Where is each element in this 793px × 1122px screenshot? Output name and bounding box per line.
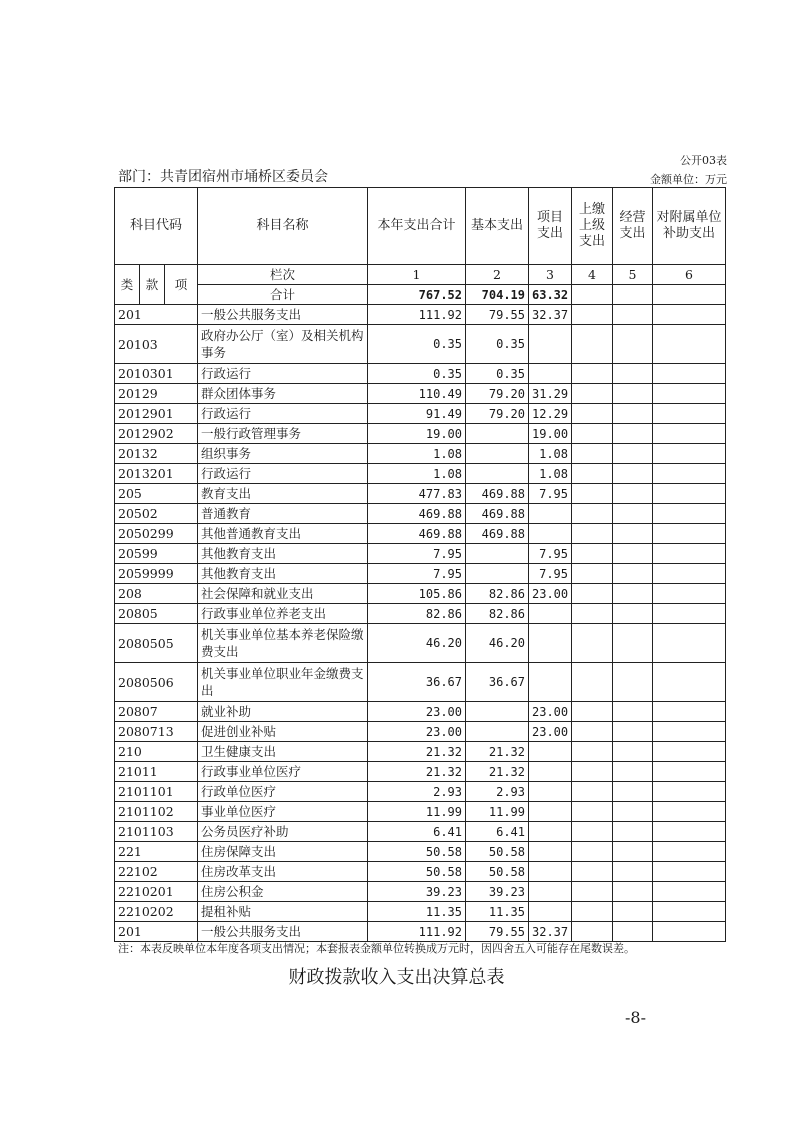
row-total: 111.92: [368, 922, 466, 942]
row-business: [613, 822, 653, 842]
table-row: [115, 922, 726, 942]
row-upper: [572, 424, 613, 444]
row-upper: [572, 524, 613, 544]
row-total: 21.32: [368, 762, 466, 782]
row-subsidy: [653, 544, 726, 564]
row-business: [613, 564, 653, 584]
table-row: [115, 484, 726, 504]
header-row: [115, 188, 726, 265]
row-upper: [572, 882, 613, 902]
row-subsidy: [653, 384, 726, 404]
row-name: 行政运行: [198, 364, 368, 384]
row-basic: 0.35: [466, 364, 529, 384]
row-upper: [572, 663, 613, 702]
total-upper: [572, 285, 613, 305]
row-upper: [572, 822, 613, 842]
row-name: 其他普通教育支出: [198, 524, 368, 544]
row-business: [613, 742, 653, 762]
row-subsidy: [653, 822, 726, 842]
row-subsidy: [653, 862, 726, 882]
row-business: [613, 882, 653, 902]
row-code: 201: [115, 305, 198, 325]
table-row: [115, 544, 726, 564]
row-project: [529, 822, 572, 842]
row-basic: 469.88: [466, 484, 529, 504]
row-project: [529, 624, 572, 663]
row-total: 110.49: [368, 384, 466, 404]
row-code: 21011: [115, 762, 198, 782]
lanci-label: 栏次: [198, 265, 368, 285]
row-code: 2012901: [115, 404, 198, 424]
row-subsidy: [653, 464, 726, 484]
row-project: 32.37: [529, 922, 572, 942]
row-name: 行政单位医疗: [198, 782, 368, 802]
row-code: 20807: [115, 702, 198, 722]
footnote: 注：本表反映单位本年度各项支出情况；本套报表金额单位转换成万元时，因四舍五入可能存在尾数误差。: [118, 942, 635, 955]
row-business: [613, 862, 653, 882]
row-total: 39.23: [368, 882, 466, 902]
row-name: 提租补贴: [198, 902, 368, 922]
row-total: 111.92: [368, 305, 466, 325]
row-name: 普通教育: [198, 504, 368, 524]
row-subsidy: [653, 663, 726, 702]
row-name: 一般公共服务支出: [198, 305, 368, 325]
row-subsidy: [653, 882, 726, 902]
row-total: 46.20: [368, 624, 466, 663]
row-code: 2012902: [115, 424, 198, 444]
col-total-header: 本年支出合计: [368, 188, 466, 265]
row-project: [529, 663, 572, 702]
row-code: 2101103: [115, 822, 198, 842]
table-row: [115, 524, 726, 544]
row-project: 7.95: [529, 544, 572, 564]
row-code: 2101102: [115, 802, 198, 822]
total-row: [115, 285, 726, 305]
row-total: 0.35: [368, 364, 466, 384]
row-basic: 11.35: [466, 902, 529, 922]
row-project: 7.95: [529, 484, 572, 504]
row-upper: [572, 564, 613, 584]
row-subsidy: [653, 584, 726, 604]
row-name: 群众团体事务: [198, 384, 368, 404]
row-name: 住房改革支出: [198, 862, 368, 882]
row-subsidy: [653, 604, 726, 624]
row-basic: 50.58: [466, 842, 529, 862]
table-row: [115, 504, 726, 524]
row-basic: 82.86: [466, 604, 529, 624]
row-basic: 21.32: [466, 762, 529, 782]
row-business: [613, 384, 653, 404]
col-number-4: 4: [572, 265, 613, 285]
row-project: 23.00: [529, 702, 572, 722]
table-row: [115, 564, 726, 584]
row-subsidy: [653, 305, 726, 325]
row-basic: 39.23: [466, 882, 529, 902]
row-upper: [572, 762, 613, 782]
row-business: [613, 305, 653, 325]
row-total: 36.67: [368, 663, 466, 702]
row-business: [613, 364, 653, 384]
total-business: [613, 285, 653, 305]
row-upper: [572, 702, 613, 722]
row-project: [529, 604, 572, 624]
row-code: 2013201: [115, 464, 198, 484]
row-code: 2101101: [115, 782, 198, 802]
row-total: 91.49: [368, 404, 466, 424]
row-basic: 50.58: [466, 862, 529, 882]
row-business: [613, 762, 653, 782]
row-total: 0.35: [368, 325, 466, 364]
row-business: [613, 922, 653, 942]
table-row: [115, 364, 726, 384]
row-business: [613, 902, 653, 922]
row-name: 促进创业补贴: [198, 722, 368, 742]
row-total: 469.88: [368, 504, 466, 524]
row-basic: [466, 444, 529, 464]
row-upper: [572, 842, 613, 862]
row-total: 82.86: [368, 604, 466, 624]
col-number-5: 5: [613, 265, 653, 285]
row-project: 19.00: [529, 424, 572, 444]
row-business: [613, 464, 653, 484]
row-project: [529, 802, 572, 822]
row-project: [529, 882, 572, 902]
table-row: [115, 842, 726, 862]
row-upper: [572, 782, 613, 802]
row-basic: 79.20: [466, 384, 529, 404]
row-project: 7.95: [529, 564, 572, 584]
table-row: [115, 464, 726, 484]
row-total: 2.93: [368, 782, 466, 802]
row-project: 23.00: [529, 584, 572, 604]
table-row: [115, 822, 726, 842]
unit-label: 金额单位：万元: [650, 173, 727, 186]
row-upper: [572, 325, 613, 364]
row-subsidy: [653, 842, 726, 862]
row-total: 7.95: [368, 564, 466, 584]
row-total: 7.95: [368, 544, 466, 564]
row-business: [613, 604, 653, 624]
row-name: 就业补助: [198, 702, 368, 722]
table-row: [115, 325, 726, 364]
table-row: [115, 722, 726, 742]
row-project: [529, 782, 572, 802]
table-row: [115, 305, 726, 325]
row-basic: [466, 702, 529, 722]
row-total: 50.58: [368, 862, 466, 882]
row-basic: [466, 544, 529, 564]
row-upper: [572, 802, 613, 822]
table-row: [115, 902, 726, 922]
row-project: [529, 762, 572, 782]
table-row: [115, 782, 726, 802]
row-business: [613, 663, 653, 702]
row-upper: [572, 902, 613, 922]
row-subsidy: [653, 624, 726, 663]
row-business: [613, 404, 653, 424]
col-lei: 类: [115, 265, 140, 305]
col-name-header: 科目名称: [198, 188, 368, 265]
col-number-6: 6: [653, 265, 726, 285]
row-code: 20132: [115, 444, 198, 464]
row-project: 23.00: [529, 722, 572, 742]
row-upper: [572, 742, 613, 762]
row-project: [529, 902, 572, 922]
row-basic: 0.35: [466, 325, 529, 364]
form-code: 公开03表: [680, 154, 727, 167]
row-project: [529, 842, 572, 862]
row-upper: [572, 444, 613, 464]
row-basic: [466, 564, 529, 584]
row-subsidy: [653, 404, 726, 424]
row-name: 机关事业单位职业年金缴费支出: [198, 663, 368, 702]
row-business: [613, 624, 653, 663]
row-basic: 46.20: [466, 624, 529, 663]
row-project: [529, 524, 572, 544]
row-basic: 79.55: [466, 922, 529, 942]
row-subsidy: [653, 564, 726, 584]
row-total: 1.08: [368, 464, 466, 484]
row-name: 行政事业单位养老支出: [198, 604, 368, 624]
row-total: 50.58: [368, 842, 466, 862]
total-project: 63.32: [529, 285, 572, 305]
row-business: [613, 584, 653, 604]
row-code: 2050299: [115, 524, 198, 544]
row-subsidy: [653, 484, 726, 504]
total-basic: 704.19: [466, 285, 529, 305]
row-business: [613, 722, 653, 742]
column-number-row: [115, 265, 726, 285]
row-project: 1.08: [529, 464, 572, 484]
row-basic: 36.67: [466, 663, 529, 702]
row-subsidy: [653, 782, 726, 802]
row-total: 6.41: [368, 822, 466, 842]
expenditure-table: [114, 187, 726, 942]
row-total: 23.00: [368, 702, 466, 722]
row-code: 201: [115, 922, 198, 942]
row-subsidy: [653, 325, 726, 364]
table-row: [115, 604, 726, 624]
table-row: [115, 444, 726, 464]
row-total: 105.86: [368, 584, 466, 604]
row-business: [613, 484, 653, 504]
row-project: [529, 364, 572, 384]
row-basic: 79.20: [466, 404, 529, 424]
row-total: 19.00: [368, 424, 466, 444]
row-subsidy: [653, 424, 726, 444]
department-label: 部门：共青团宿州市埇桥区委员会: [118, 169, 328, 185]
row-subsidy: [653, 524, 726, 544]
row-subsidy: [653, 364, 726, 384]
table-row: [115, 624, 726, 663]
row-subsidy: [653, 742, 726, 762]
row-name: 其他教育支出: [198, 544, 368, 564]
table-row: [115, 882, 726, 902]
row-name: 住房保障支出: [198, 842, 368, 862]
total-label: 合计: [198, 285, 368, 305]
row-basic: 79.55: [466, 305, 529, 325]
col-xiang: 项: [165, 265, 198, 305]
row-subsidy: [653, 802, 726, 822]
row-project: 32.37: [529, 305, 572, 325]
row-code: 208: [115, 584, 198, 604]
row-upper: [572, 464, 613, 484]
row-code: 205: [115, 484, 198, 504]
row-upper: [572, 364, 613, 384]
table-row: [115, 584, 726, 604]
row-project: [529, 742, 572, 762]
row-name: 卫生健康支出: [198, 742, 368, 762]
row-total: 477.83: [368, 484, 466, 504]
next-table-title: 财政拨款收入支出决算总表: [288, 967, 505, 988]
col-basic-header: 基本支出: [466, 188, 529, 265]
row-name: 一般公共服务支出: [198, 922, 368, 942]
row-total: 11.99: [368, 802, 466, 822]
row-name: 社会保障和就业支出: [198, 584, 368, 604]
row-code: 2210202: [115, 902, 198, 922]
row-name: 一般行政管理事务: [198, 424, 368, 444]
row-basic: 21.32: [466, 742, 529, 762]
row-total: 11.35: [368, 902, 466, 922]
row-code: 22102: [115, 862, 198, 882]
row-basic: 469.88: [466, 524, 529, 544]
table-row: [115, 862, 726, 882]
row-total: 23.00: [368, 722, 466, 742]
row-basic: [466, 722, 529, 742]
table-row: [115, 663, 726, 702]
row-code: 20805: [115, 604, 198, 624]
row-business: [613, 544, 653, 564]
row-upper: [572, 922, 613, 942]
row-total: 21.32: [368, 742, 466, 762]
row-business: [613, 842, 653, 862]
row-upper: [572, 544, 613, 564]
row-name: 政府办公厅（室）及相关机构事务: [198, 325, 368, 364]
row-total: 1.08: [368, 444, 466, 464]
row-upper: [572, 404, 613, 424]
row-name: 行政事业单位医疗: [198, 762, 368, 782]
row-upper: [572, 624, 613, 663]
row-upper: [572, 504, 613, 524]
row-name: 机关事业单位基本养老保险缴费支出: [198, 624, 368, 663]
row-basic: 82.86: [466, 584, 529, 604]
row-basic: [466, 464, 529, 484]
row-business: [613, 325, 653, 364]
col-number-1: 1: [368, 265, 466, 285]
row-subsidy: [653, 762, 726, 782]
row-name: 事业单位医疗: [198, 802, 368, 822]
row-upper: [572, 305, 613, 325]
row-business: [613, 802, 653, 822]
row-project: [529, 325, 572, 364]
row-upper: [572, 722, 613, 742]
row-code: 2059999: [115, 564, 198, 584]
row-business: [613, 524, 653, 544]
row-basic: 469.88: [466, 504, 529, 524]
row-project: 31.29: [529, 384, 572, 404]
row-business: [613, 782, 653, 802]
row-subsidy: [653, 902, 726, 922]
row-basic: 6.41: [466, 822, 529, 842]
table-row: [115, 424, 726, 444]
row-upper: [572, 862, 613, 882]
row-basic: 11.99: [466, 802, 529, 822]
row-code: 20502: [115, 504, 198, 524]
row-total: 469.88: [368, 524, 466, 544]
row-basic: 2.93: [466, 782, 529, 802]
row-basic: [466, 424, 529, 444]
row-project: [529, 504, 572, 524]
col-number-3: 3: [529, 265, 572, 285]
row-subsidy: [653, 444, 726, 464]
row-code: 221: [115, 842, 198, 862]
table-row: [115, 742, 726, 762]
row-project: [529, 862, 572, 882]
row-project: 1.08: [529, 444, 572, 464]
row-code: 2010301: [115, 364, 198, 384]
row-code: 2080713: [115, 722, 198, 742]
row-subsidy: [653, 702, 726, 722]
row-upper: [572, 584, 613, 604]
row-business: [613, 424, 653, 444]
table-row: [115, 762, 726, 782]
page-number: -8-: [625, 1008, 646, 1027]
table-row: [115, 404, 726, 424]
col-project-header: 项目支出: [529, 188, 572, 265]
row-subsidy: [653, 922, 726, 942]
row-code: 20599: [115, 544, 198, 564]
row-name: 行政运行: [198, 404, 368, 424]
row-name: 行政运行: [198, 464, 368, 484]
col-business-header: 经营支出: [613, 188, 653, 265]
row-code: 20129: [115, 384, 198, 404]
row-code: 20103: [115, 325, 198, 364]
total-subsidy: [653, 285, 726, 305]
row-business: [613, 444, 653, 464]
row-code: 210: [115, 742, 198, 762]
row-code: 2080506: [115, 663, 198, 702]
row-subsidy: [653, 504, 726, 524]
table-row: [115, 802, 726, 822]
row-upper: [572, 604, 613, 624]
col-subsidy-header: 对附属单位补助支出: [653, 188, 726, 265]
row-business: [613, 504, 653, 524]
total-amount: 767.52: [368, 285, 466, 305]
col-kuan: 款: [140, 265, 165, 305]
row-name: 教育支出: [198, 484, 368, 504]
col-upper-header: 上缴上级支出: [572, 188, 613, 265]
row-subsidy: [653, 722, 726, 742]
row-code: 2080505: [115, 624, 198, 663]
row-name: 组织事务: [198, 444, 368, 464]
table-row: [115, 384, 726, 404]
col-number-2: 2: [466, 265, 529, 285]
row-upper: [572, 384, 613, 404]
table-row: [115, 702, 726, 722]
col-code-header: 科目代码: [115, 188, 198, 265]
row-business: [613, 702, 653, 722]
row-upper: [572, 484, 613, 504]
row-code: 2210201: [115, 882, 198, 902]
row-name: 住房公积金: [198, 882, 368, 902]
row-name: 其他教育支出: [198, 564, 368, 584]
row-project: 12.29: [529, 404, 572, 424]
row-name: 公务员医疗补助: [198, 822, 368, 842]
